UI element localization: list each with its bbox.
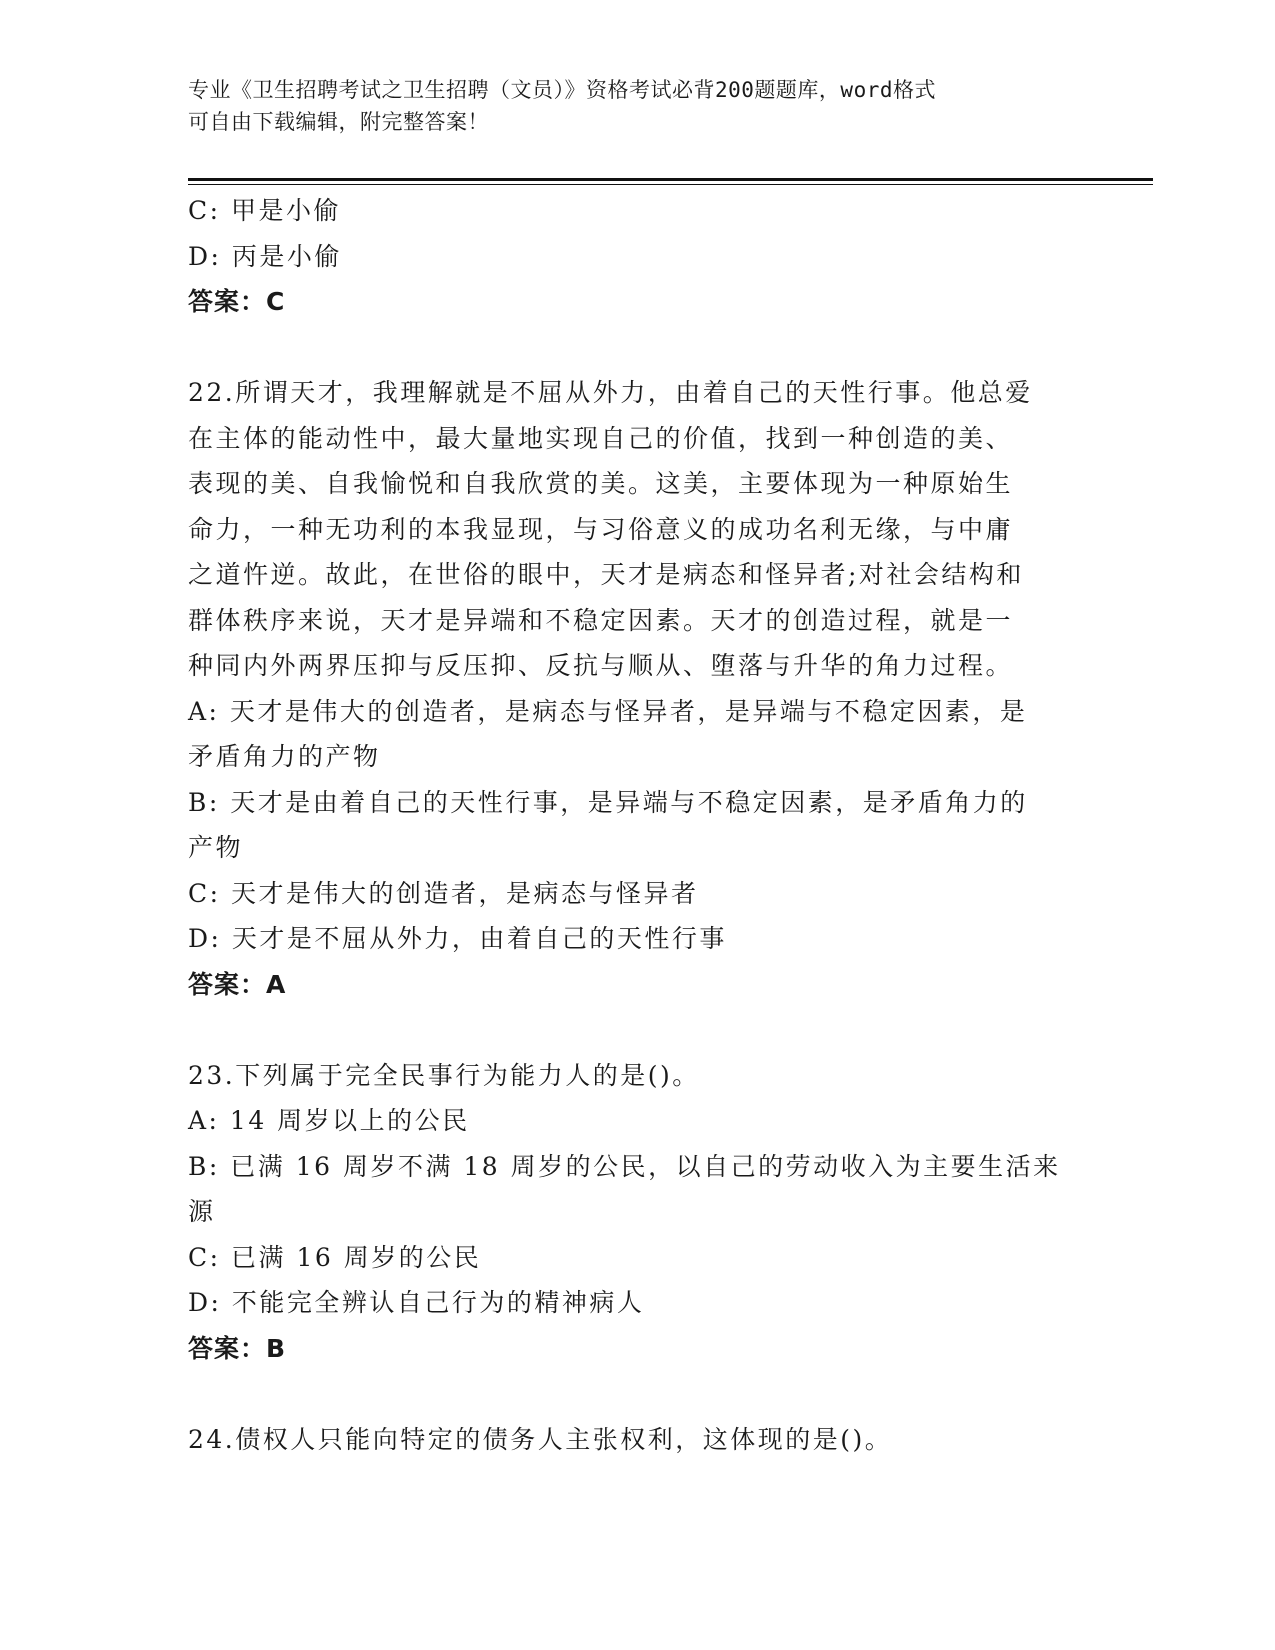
header-title-line-2: 可自由下载编辑，附完整答案！ [188, 110, 489, 134]
spacer [188, 1371, 1078, 1417]
q22-stem [188, 370, 1078, 689]
spacer [188, 1007, 1078, 1053]
q22-option-a [188, 689, 1078, 780]
q22-option-a-line: 矛盾角力的产物 [188, 742, 381, 771]
question-content [188, 188, 1078, 1462]
q24-stem: 24.债权人只能向特定的债务人主张权利，这体现的是()。 [188, 1424, 893, 1454]
spacer [188, 325, 1078, 371]
q22-answer: 答案：A [188, 969, 287, 999]
q22-option-c: C: 天才是伟大的创造者，是病态与怪异者 [188, 878, 699, 908]
q22-option-a-line: A: 天才是伟大的创造者，是病态与怪异者，是异端与不稳定因素，是 [188, 696, 1028, 726]
q23-stem: 23.下列属于完全民事行为能力人的是()。 [188, 1060, 700, 1090]
question-23 [188, 1053, 1078, 1372]
q22-option-b-line: B: 天才是由着自己的天性行事，是异端与不稳定因素，是矛盾角力的 [188, 787, 1028, 817]
q22-stem-line: 在主体的能动性中，最大量地实现自己的价值，找到一种创造的美、 [188, 423, 1014, 453]
question-21-tail [188, 188, 1078, 325]
header-divider-thick [188, 178, 1153, 181]
q21-option-c: C: 甲是小偷 [188, 196, 341, 225]
q22-stem-line: 表现的美、自我愉悦和自我欣赏的美。这美，主要体现为一种原始生 [188, 469, 1014, 498]
q23-option-a: A: 14 周岁以上的公民 [188, 1106, 470, 1135]
q22-stem-line: 种同内外两界压抑与反压抑、反抗与顺从、堕落与升华的角力过程。 [188, 651, 1014, 680]
q22-option-d: D: 天才是不屈从外力，由着自己的天性行事 [188, 924, 727, 953]
q23-option-c: C: 已满 16 周岁的公民 [188, 1242, 482, 1272]
q22-stem-line: 22.所谓天才，我理解就是不屈从外力，由着自己的天性行事。他总爱 [188, 378, 1033, 407]
q22-stem-line: 之道忤逆。故此，在世俗的眼中，天才是病态和怪异者;对社会结构和 [188, 560, 1024, 589]
q23-option-b [188, 1144, 1078, 1235]
question-22 [188, 370, 1078, 1007]
q22-stem-line: 群体秩序来说，天才是异端和不稳定因素。天才的创造过程，就是一 [188, 605, 1014, 635]
question-24 [188, 1417, 1078, 1463]
q21-option-d: D: 丙是小偷 [188, 241, 342, 271]
page-header [188, 74, 1078, 138]
header-title-line-1: 专业《卫生招聘考试之卫生招聘（文员）》资格考试必背200题题库，word格式 [188, 78, 936, 102]
q22-option-b [188, 780, 1078, 871]
q21-answer: 答案：C [188, 287, 286, 316]
q23-option-d: D: 不能完全辨认自己行为的精神病人 [188, 1288, 645, 1317]
q23-option-b-line: 源 [188, 1197, 216, 1226]
header-divider-thin [188, 184, 1153, 185]
q23-option-b-line: B: 已满 16 周岁不满 18 周岁的公民，以自己的劳动收入为主要生活来 [188, 1151, 1061, 1181]
q22-option-b-line: 产物 [188, 833, 244, 862]
q22-stem-line: 命力，一种无功利的本我显现，与习俗意义的成功名利无缘，与中庸 [188, 514, 1014, 544]
q23-answer: 答案：B [188, 1333, 287, 1363]
